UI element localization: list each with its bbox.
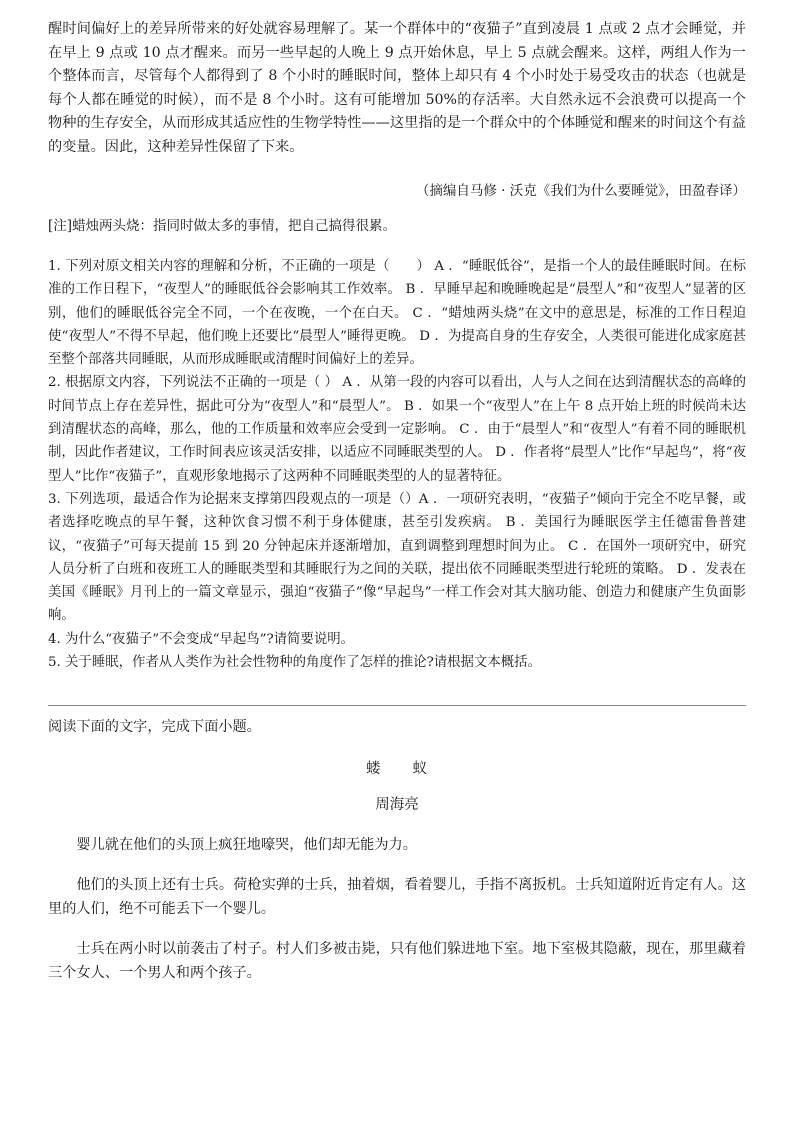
story-paragraph: 婴儿就在他们的头顶上疯狂地嚎哭，他们却无能为力。 bbox=[76, 837, 417, 854]
question-5: 5. 关于睡眠，作者从人类作为社会性物种的角度作了怎样的推论?请根据文本概括。 bbox=[48, 655, 541, 671]
question-2: 2. 根据原文内容，下列说法不正确的一项是（ ） A ．从第一段的内容可以看出，人与人之间在达到清醒状态的高峰的时间节点上存在差异性，据此可分为“夜型人”和“晨型人”。 B ．如果一个“夜型人”在上午 8 点开始上班的时候尚未达到清醒状态的高峰，那么，他的工作质量和效率应会受到一定影响。 C ．由于“晨型人”和“夜型人”有着不同的睡眠机制，因此作者建议，工作时间表应该灵活安排，以适应不同睡眠类型的人。 D ．作者将“晨型人”比作“早起鸟”，将“夜型人”比作“夜猫子”，直观形象地揭示了这两种不同睡眠类型的人的显著特征。 bbox=[48, 375, 746, 484]
story-paragraph: 他们的头顶上还有士兵。荷枪实弹的士兵，抽着烟，看着婴儿，手指不离扳机。士兵知道附近肯定有人。这里的人们，绝不可能丢下一个婴儿。 bbox=[48, 877, 746, 918]
question-1: 1. 下列对原文相关内容的理解和分析，不正确的一项是（ ） A ．“睡眠低谷”，是指一个人的最佳睡眠时间。在标准的工作日程下，“夜型人”的睡眠低谷会影响其工作效率。 B ．早睡早起和晚睡晚起是“晨型人”和“夜型人”显著的区别，他们的睡眠低谷完全不同，一个在夜晚，一个在白天。 C ．“蜡烛两头烧”在文中的意思是，标准的工作日程迫使“夜型人”不得不早起，他们晚上还要比“晨型人”睡得更晚。 D ．为提高自身的生存安全，人类很可能进化成家庭甚至整个部落共同睡眠，从而形成睡眠或清醒时间偏好上的差异。 bbox=[48, 259, 746, 368]
question-list bbox=[48, 255, 746, 674]
passage-paragraph: 醒时间偏好上的差异所带来的好处就容易理解了。某一个群体中的“夜猫子”直到凌晨 1 点或 2 点才会睡觉，并在早上 9 点或 10 点才醒来。而另一些早起的人晚上 9 点开始休息，早上 5 点就会醒来。这样，两组人作为一个整体而言，尽管每个人都得到了 8 个小时的睡眠时间，整体上却只有 4 个小时处于易受攻击的状态（也就是每个人都在睡觉的时候），而不是 8 个小时。这有可能增加 50%的存活率。大自然永远不会浪费可以提高一个物种的生存安全，从而形成其适应性的生物学特性——这里指的是一个群众中的个体睡觉和醒来的时间这个有益的变量。因此，这种差异性保留了下来。 bbox=[48, 21, 746, 155]
question-4: 4. 为什么“夜猫子”不会变成“早起鸟”?请简要说明。 bbox=[48, 631, 355, 647]
source-citation: （摘编自马修 · 沃克《我们为什么要睡觉》，田盈春译） bbox=[415, 183, 746, 199]
question-3: 3. 下列选项，最适合作为论据来支撑第四段观点的一项是（）A ．一项研究表明，“夜猫子”倾向于完全不吃早餐，或者选择吃晚点的早午餐，这种饮食习惯不利于身体健康，甚至引发疾病。 B ．美国行为睡眠医学主任德雷鲁普建议，“夜猫子”可每天提前 15 到 20 分钟起床并逐渐增加，直到调整到理想时间为止。 C ．在国外一项研究中，研究人员分析了白班和夜班工人的睡眠类型和其睡眠行为之间的关联，提出依不同睡眠类型进行轮班的策略。 D ．发表在美国《睡眠》月刊上的一篇文章显示，强迫“夜猫子”像“早起鸟”一样工作会对其大脑功能、创造力和健康产生负面影响。 bbox=[48, 491, 746, 624]
story-author: 周海亮 bbox=[375, 797, 419, 814]
story-paragraph: 士兵在两小时以前袭击了村子。村人们多被击毙，只有他们躲进地下室。地下室极其隐蔽，现在，那里藏着三个女人、一个男人和两个孩子。 bbox=[48, 941, 746, 982]
annotation-note: [注]蜡烛两头烧：指同时做太多的事情，把自己搞得很累。 bbox=[48, 218, 397, 234]
section-divider bbox=[48, 705, 746, 706]
story-title: 蝼 蚁 bbox=[366, 761, 428, 778]
document-page bbox=[48, 18, 746, 985]
reading-instruction: 阅读下面的文字，完成下面小题。 bbox=[48, 719, 261, 736]
